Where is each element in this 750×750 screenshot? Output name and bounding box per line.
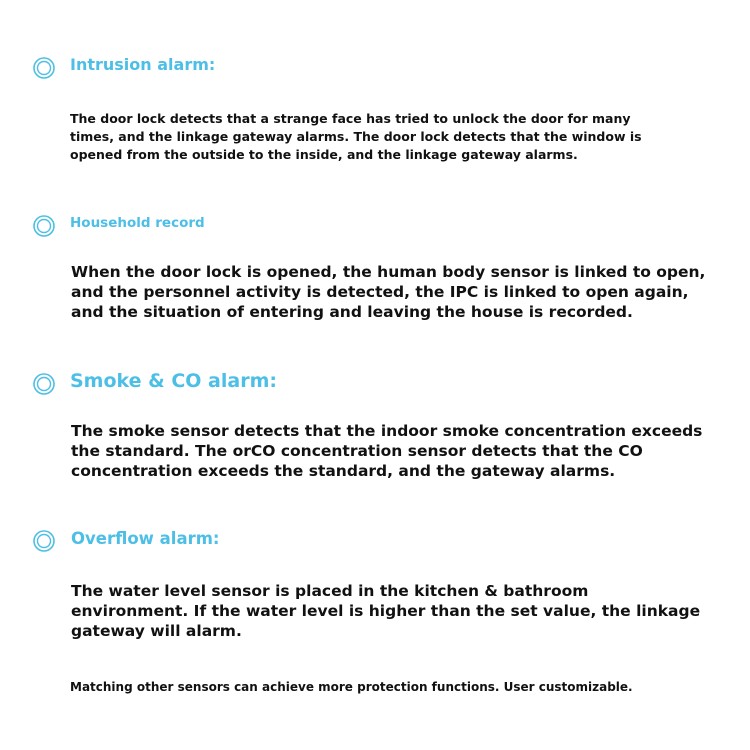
concentric-circle-icon bbox=[33, 373, 55, 395]
concentric-circle-icon bbox=[33, 215, 55, 237]
section-body-smoke-co-alarm: The smoke sensor detects that the indoor smoke concentration exceeds the standard. The orCO concentration sensor detects that the CO concentration exceeds the standard, and the gateway alarms. bbox=[71, 422, 703, 480]
concentric-circle-icon bbox=[33, 530, 55, 552]
concentric-circle-icon bbox=[33, 57, 55, 79]
section-title-household-record: Household record bbox=[70, 215, 205, 231]
section-body-overflow-alarm: The water level sensor is placed in the kitchen & bathroom environment. If the water level is higher than the set value, the linkage gateway will alarm. bbox=[71, 582, 701, 640]
footer-note: Matching other sensors can achieve more protection functions. User customizable. bbox=[70, 680, 633, 694]
section-body-intrusion-alarm: The door lock detects that a strange face has tried to unlock the door for many times, and the linkage gateway alarms. The door lock detects that the window is opened from the outside to the inside, and the linkage gateway alarms. bbox=[70, 111, 642, 162]
section-title-intrusion-alarm: Intrusion alarm: bbox=[70, 55, 216, 74]
section-title-smoke-co-alarm: Smoke & CO alarm: bbox=[70, 370, 277, 392]
section-body-household-record: When the door lock is opened, the human body sensor is linked to open, and the personnel activity is detected, the IPC is linked to open again, and the situation of entering and leaving the house is recorded. bbox=[71, 263, 706, 321]
section-title-overflow-alarm: Overflow alarm: bbox=[71, 529, 220, 548]
